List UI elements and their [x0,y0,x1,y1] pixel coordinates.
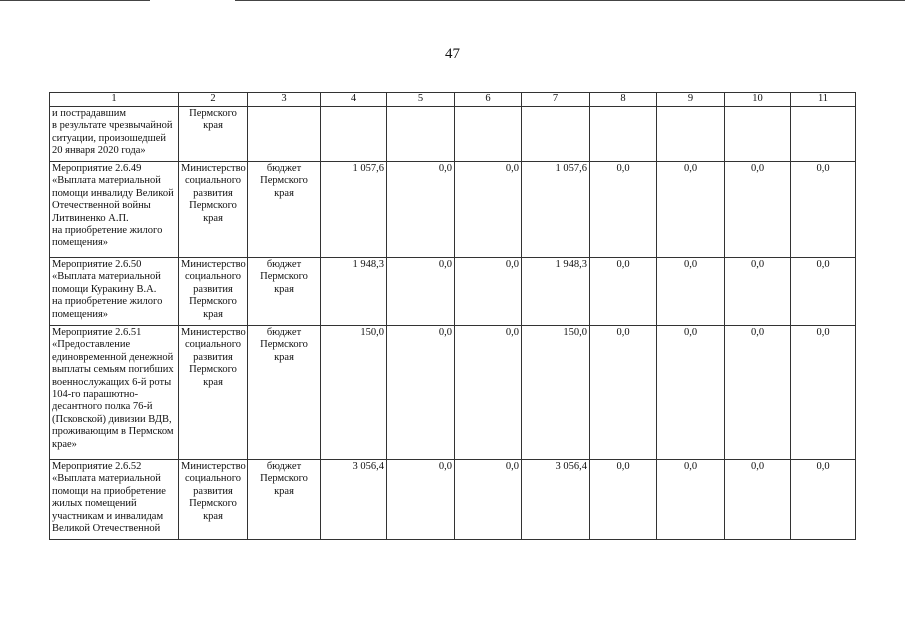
header-cell: 9 [657,93,725,107]
header-cell: 4 [321,93,387,107]
value-cell: 0,0 [791,326,856,460]
value-cell: 0,0 [455,326,522,460]
table-header-row [50,93,856,107]
value-cell: 0,0 [791,162,856,258]
value-cell: 0,0 [387,460,455,540]
scan-top-edge-right [235,0,905,1]
value-cell [321,107,387,162]
source-cell: бюджет Пермского края [248,460,321,540]
value-cell: 1 948,3 [522,258,590,326]
value-cell: 3 056,4 [522,460,590,540]
header-cell: 2 [179,93,248,107]
executor-cell: Пермского края [179,107,248,162]
value-cell: 1 948,3 [321,258,387,326]
value-cell: 0,0 [657,460,725,540]
table-row [50,162,856,258]
table-body [50,93,856,540]
executor-cell: Министерство социального развития Пермского края [179,326,248,460]
value-cell [455,107,522,162]
value-cell: 1 057,6 [321,162,387,258]
value-cell [725,107,791,162]
measure-name-cell: Мероприятие 2.6.51 «Предоставление единовременной денежной выплаты семьям погибших военнослужащих 6-й роты 104-го парашютно- десантного полка 76-й (Псковской) дивизии ВДВ, проживающим в Пермском крае» [50,326,179,460]
value-cell: 0,0 [455,460,522,540]
header-cell: 3 [248,93,321,107]
value-cell: 0,0 [455,258,522,326]
table-row [50,326,856,460]
executor-cell: Министерство социального развития Пермского края [179,162,248,258]
value-cell: 0,0 [387,258,455,326]
value-cell: 0,0 [725,162,791,258]
funding-table [49,92,856,540]
table-row [50,460,856,540]
value-cell: 3 056,4 [321,460,387,540]
table-row [50,258,856,326]
value-cell: 0,0 [590,258,657,326]
header-cell: 7 [522,93,590,107]
value-cell: 0,0 [725,326,791,460]
value-cell: 0,0 [387,326,455,460]
value-cell: 0,0 [590,326,657,460]
value-cell: 0,0 [657,162,725,258]
table-row [50,107,856,162]
header-cell: 11 [791,93,856,107]
header-cell: 10 [725,93,791,107]
value-cell [590,107,657,162]
value-cell: 0,0 [657,326,725,460]
value-cell: 0,0 [725,258,791,326]
value-cell: 1 057,6 [522,162,590,258]
measure-name-cell: и пострадавшим в результате чрезвычайной ситуации, произошедшей 20 января 2020 года» [50,107,179,162]
header-cell: 5 [387,93,455,107]
value-cell: 0,0 [791,460,856,540]
header-cell: 6 [455,93,522,107]
source-cell: бюджет Пермского края [248,258,321,326]
source-cell [248,107,321,162]
header-cell: 8 [590,93,657,107]
measure-name-cell: Мероприятие 2.6.50 «Выплата материальной помощи Куракину В.А. на приобретение жилого помещения» [50,258,179,326]
executor-cell: Министерство социального развития Пермского края [179,460,248,540]
value-cell: 150,0 [321,326,387,460]
value-cell: 0,0 [387,162,455,258]
value-cell: 0,0 [590,460,657,540]
value-cell [522,107,590,162]
value-cell: 0,0 [657,258,725,326]
source-cell: бюджет Пермского края [248,326,321,460]
value-cell [657,107,725,162]
scan-top-edge-left [0,0,150,1]
executor-cell: Министерство социального развития Пермского края [179,258,248,326]
page-number: 47 [445,46,460,62]
measure-name-cell: Мероприятие 2.6.52 «Выплата материальной помощи на приобретение жилых помещений участникам и инвалидам Великой Отечественной [50,460,179,540]
value-cell: 150,0 [522,326,590,460]
value-cell: 0,0 [791,258,856,326]
measure-name-cell: Мероприятие 2.6.49 «Выплата материальной помощи инвалиду Великой Отечественной войны Литвиненко А.П. на приобретение жилого помещения» [50,162,179,258]
header-cell: 1 [50,93,179,107]
value-cell: 0,0 [590,162,657,258]
value-cell: 0,0 [455,162,522,258]
value-cell: 0,0 [725,460,791,540]
value-cell [387,107,455,162]
value-cell [791,107,856,162]
source-cell: бюджет Пермского края [248,162,321,258]
